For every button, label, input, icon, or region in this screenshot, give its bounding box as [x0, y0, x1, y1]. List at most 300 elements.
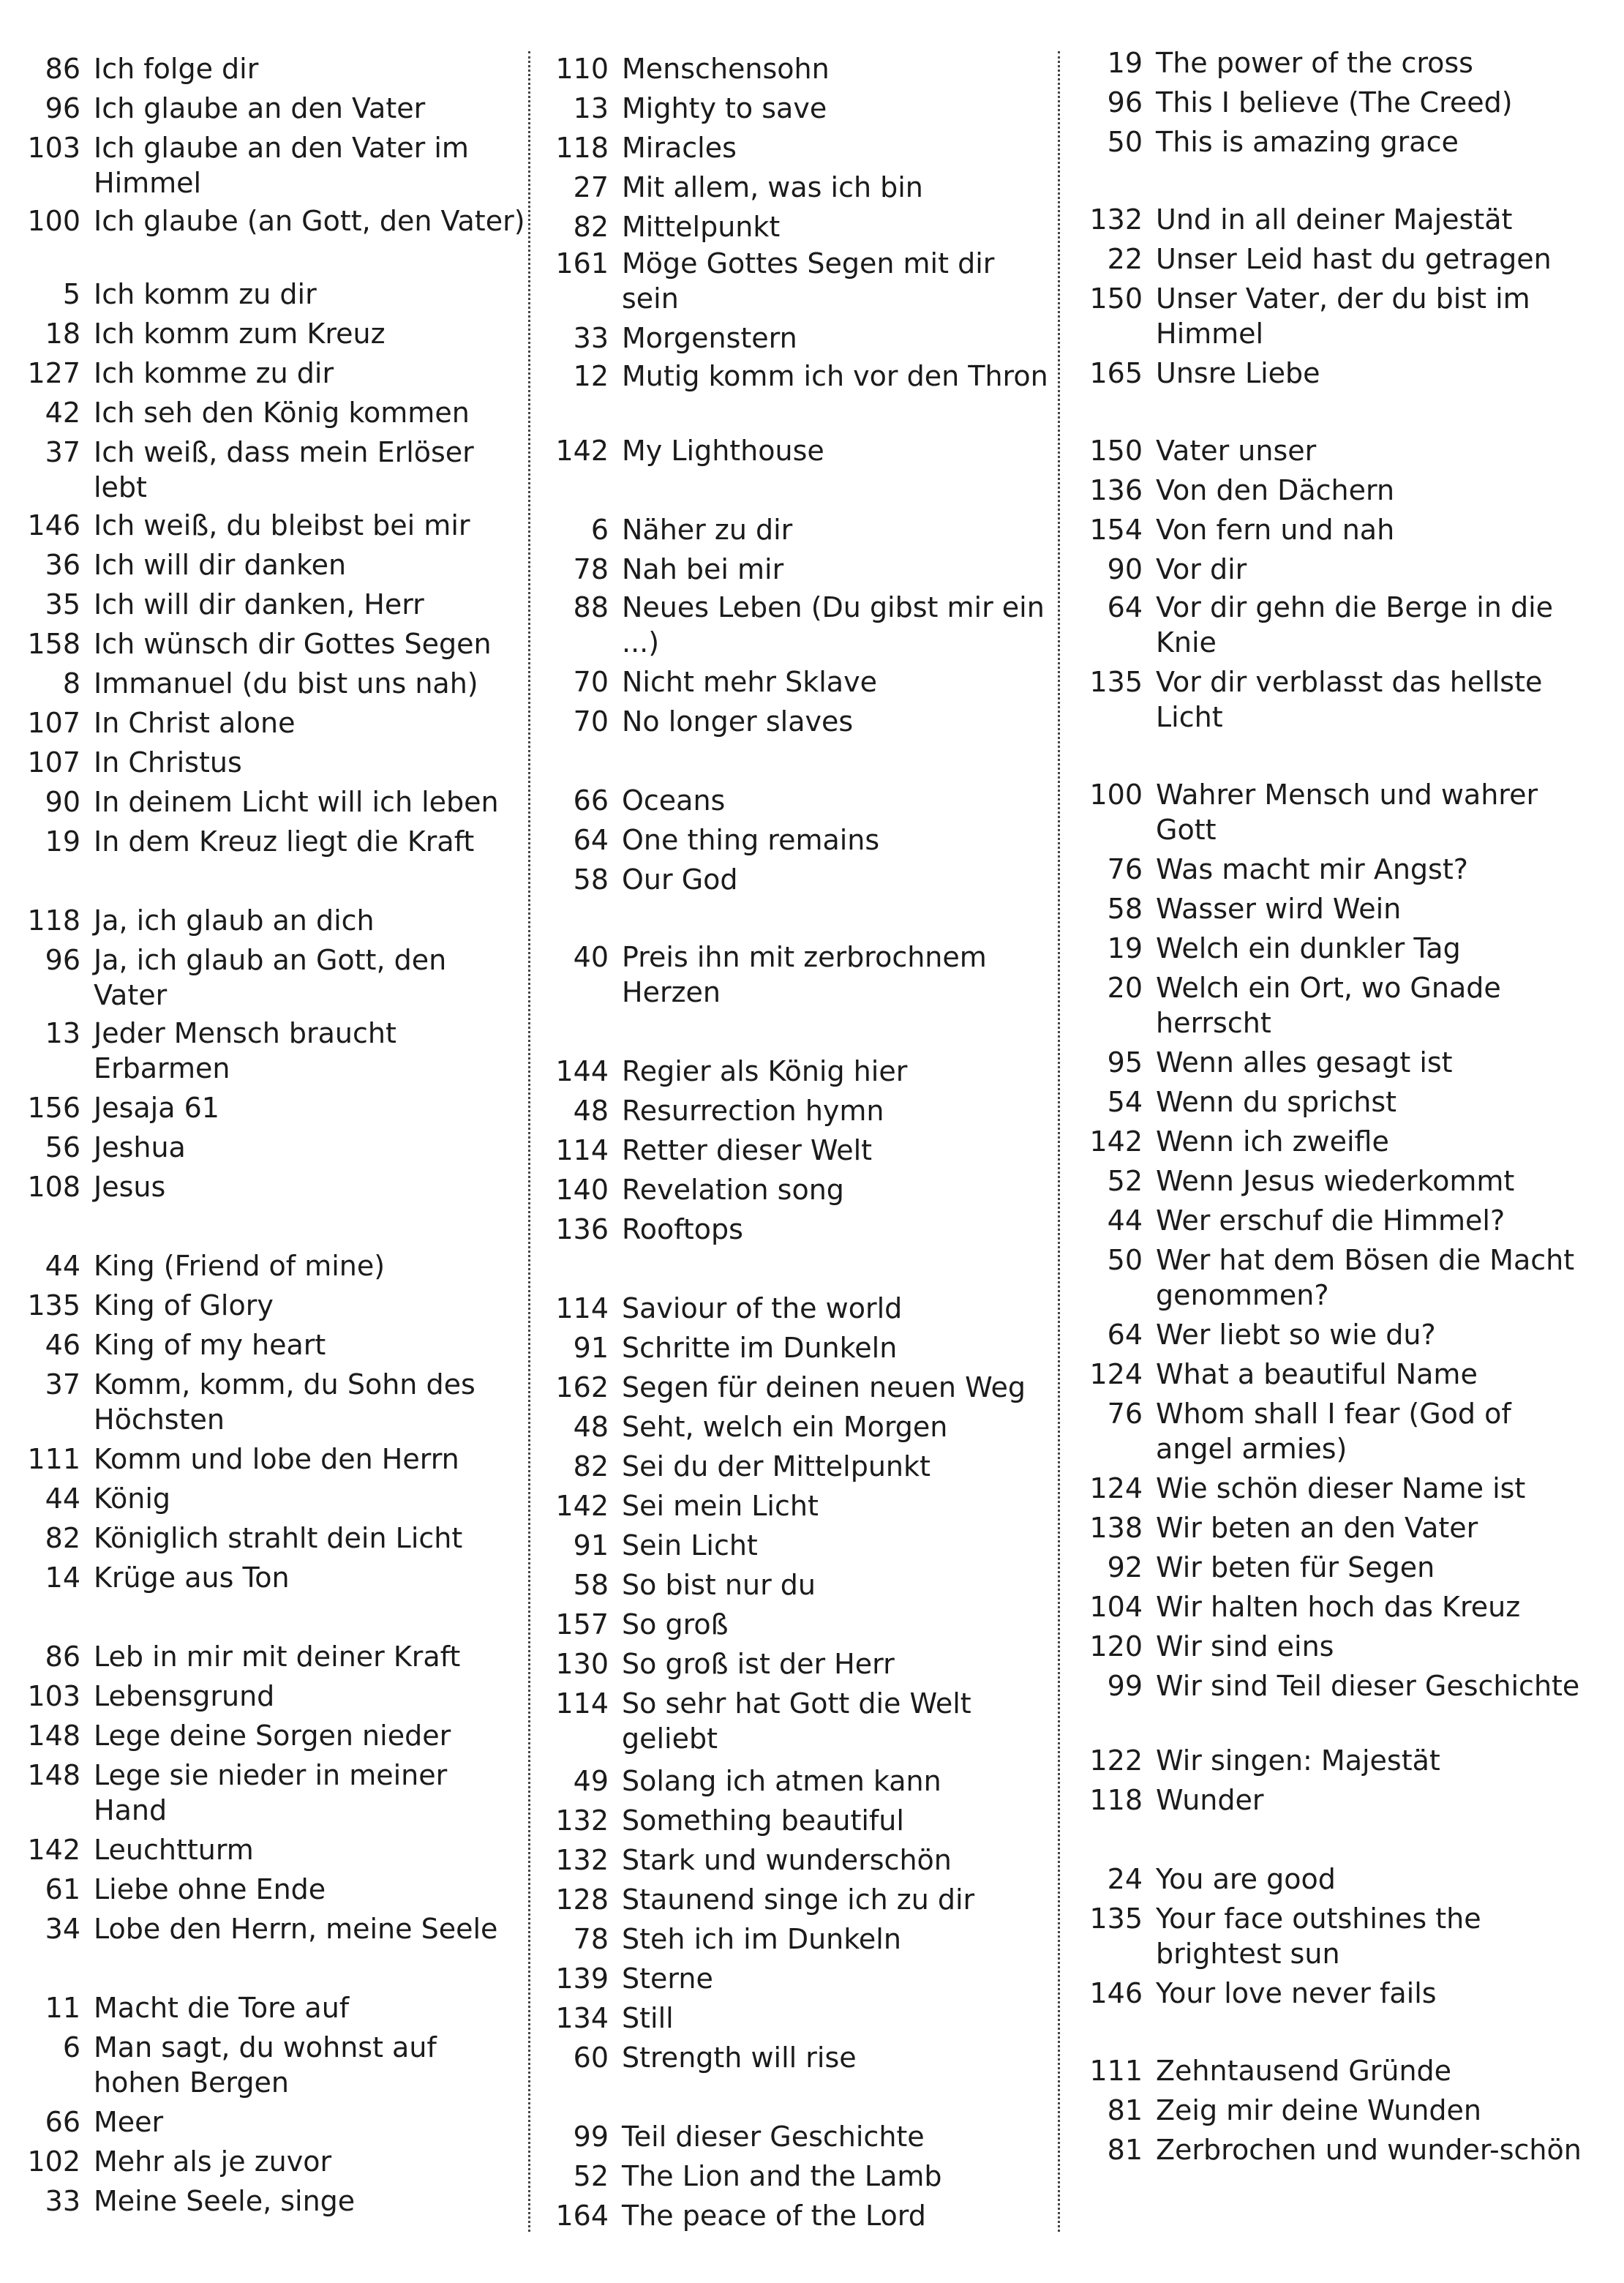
page-number: 48 — [573, 1411, 609, 1443]
index-entry — [550, 433, 1055, 468]
page-number: 46 — [45, 1329, 80, 1361]
page-number: 140 — [555, 1174, 609, 1206]
page-number: 13 — [45, 1017, 80, 1049]
index-entry — [1084, 512, 1596, 547]
index-entry — [1084, 433, 1596, 468]
index-entry — [550, 862, 1055, 897]
index-entry — [22, 1130, 527, 1165]
page-number: 40 — [573, 941, 609, 973]
song-title: Wir halten hoch das Kreuz — [1156, 1591, 1521, 1623]
page-number: 136 — [1089, 474, 1143, 506]
song-title: Neues Leben (Du gibst mir ein ...) — [622, 591, 1045, 659]
index-entry — [22, 666, 527, 701]
index-entry — [550, 1686, 1055, 1756]
page-number: 103 — [27, 132, 80, 164]
page-number: 120 — [1089, 1630, 1143, 1662]
page-number: 19 — [1107, 932, 1143, 964]
page-number: 142 — [1089, 1125, 1143, 1158]
index-entry — [22, 784, 527, 820]
index-entry — [22, 203, 527, 239]
page-number: 150 — [1089, 435, 1143, 467]
song-title: King of Glory — [94, 1289, 274, 1322]
song-title: This I believe (The Creed) — [1156, 86, 1513, 119]
index-entry — [1084, 1317, 1596, 1352]
index-entry — [550, 1763, 1055, 1799]
page-number: 107 — [27, 707, 80, 739]
page-number: 48 — [573, 1095, 609, 1127]
index-entry — [550, 552, 1055, 587]
index-entry — [550, 1370, 1055, 1405]
index-entry — [550, 1488, 1055, 1523]
index-entry — [1084, 590, 1596, 660]
song-title: Segen für deinen neuen Weg — [622, 1371, 1026, 1403]
page-number: 6 — [62, 2031, 80, 2063]
index-entry — [1084, 281, 1596, 351]
index-entry — [22, 2144, 527, 2179]
page-number: 135 — [1089, 666, 1143, 698]
page-number: 100 — [1089, 779, 1143, 811]
page-number: 100 — [27, 205, 80, 237]
page-number: 96 — [1107, 86, 1143, 119]
index-entry — [550, 130, 1055, 165]
song-title: Ich komm zum Kreuz — [94, 318, 386, 350]
song-title: Wir singen: Majestät — [1156, 1744, 1440, 1777]
page-number: 19 — [45, 825, 80, 858]
song-title: Mittelpunkt — [622, 211, 781, 243]
song-title: My Lighthouse — [622, 435, 824, 467]
song-title: In Christus — [94, 746, 242, 779]
song-title: Jesus — [94, 1171, 166, 1203]
page-number: 86 — [45, 1641, 80, 1673]
index-entry — [1084, 664, 1596, 735]
song-title: So groß — [622, 1608, 729, 1641]
index-entry — [22, 1560, 527, 1595]
index-entry — [550, 51, 1055, 86]
index-entry — [550, 590, 1055, 660]
column-divider — [1058, 51, 1060, 2232]
page-number: 24 — [1107, 1863, 1143, 1895]
song-title: Wenn alles gesagt ist — [1156, 1046, 1453, 1079]
page-number: 18 — [45, 318, 80, 350]
index-entry — [22, 1248, 527, 1283]
song-title: Ich folge dir — [94, 53, 259, 85]
page-number: 162 — [555, 1371, 609, 1403]
song-title: The peace of the Lord — [622, 2200, 926, 2232]
song-title: Ich komm zu dir — [94, 278, 317, 310]
index-entry — [22, 1016, 527, 1086]
song-title: Mehr als je zuvor — [94, 2145, 332, 2178]
song-title: Leb in mir mit deiner Kraft — [94, 1641, 461, 1673]
index-entry — [1084, 85, 1596, 120]
index-entry — [22, 903, 527, 938]
index-entry — [550, 1803, 1055, 1838]
page-number: 64 — [1107, 1319, 1143, 1351]
song-title: Something beautiful — [622, 1804, 904, 1837]
index-entry — [550, 704, 1055, 739]
song-title: Jesaja 61 — [94, 1092, 219, 1124]
song-title: Wasser wird Wein — [1156, 893, 1402, 925]
page-number: 114 — [555, 1134, 609, 1166]
song-title: Wunder — [1156, 1784, 1264, 1816]
index-entry — [22, 2104, 527, 2140]
song-title: Wenn Jesus wiederkommt — [1156, 1165, 1515, 1197]
page-number: 158 — [27, 628, 80, 660]
song-title: Von fern und nah — [1156, 514, 1395, 546]
index-entry — [550, 1961, 1055, 1996]
index-entry — [550, 1291, 1055, 1326]
page-number: 88 — [573, 591, 609, 623]
index-entry — [550, 1567, 1055, 1602]
song-title: Königlich strahlt dein Licht — [94, 1522, 463, 1554]
page-number: 37 — [45, 436, 80, 468]
index-entry — [22, 1832, 527, 1867]
index-entry — [550, 1212, 1055, 1247]
song-title: Saviour of the world — [622, 1292, 903, 1324]
index-entry — [1084, 1471, 1596, 1506]
song-title: Vater unser — [1156, 435, 1317, 467]
page-number: 42 — [45, 397, 80, 429]
index-entry — [22, 824, 527, 859]
page-number: 27 — [573, 171, 609, 203]
index-entry — [1084, 1045, 1596, 1080]
index-entry — [22, 1169, 527, 1204]
song-title: Preis ihn mit zerbrochnem Herzen — [622, 941, 987, 1008]
song-title: In deinem Licht will ich leben — [94, 786, 499, 818]
song-title: Wer liebt so wie du? — [1156, 1319, 1436, 1351]
page-number: 136 — [555, 1213, 609, 1245]
index-entry — [550, 1882, 1055, 1917]
index-entry — [22, 356, 527, 391]
page-number: 148 — [27, 1759, 80, 1791]
index-entry — [1084, 891, 1596, 926]
song-title: So sehr hat Gott die Welt geliebt — [622, 1687, 971, 1755]
page-number: 99 — [573, 2121, 609, 2153]
page-number: 76 — [1107, 853, 1143, 885]
page-number: 90 — [1107, 553, 1143, 585]
page-number: 49 — [573, 1765, 609, 1797]
page-number: 157 — [555, 1608, 609, 1641]
page-number: 56 — [45, 1131, 80, 1163]
song-title: What a beautiful Name — [1156, 1358, 1478, 1390]
page-number: 114 — [555, 1687, 609, 1720]
song-title: Möge Gottes Segen mit dir sein — [622, 247, 995, 315]
song-title: Wer hat dem Bösen die Macht genommen? — [1156, 1244, 1575, 1311]
index-entry — [1084, 1743, 1596, 1778]
song-title: Ich weiß, dass mein Erlöser lebt — [94, 436, 474, 503]
index-entry — [550, 1646, 1055, 1682]
index-entry — [22, 1718, 527, 1753]
index-entry — [1084, 1901, 1596, 1971]
index-entry — [550, 246, 1055, 316]
song-title: Strength will rise — [622, 2042, 857, 2074]
page-number: 19 — [1107, 47, 1143, 79]
index-entry — [550, 1330, 1055, 1365]
index-entry — [1084, 1242, 1596, 1313]
index-entry — [550, 940, 1055, 1010]
index-entry — [1084, 1782, 1596, 1818]
index-entry — [22, 316, 527, 351]
song-title: Vor dir verblasst das hellste Licht — [1156, 666, 1543, 733]
index-entry — [1084, 45, 1596, 80]
song-title: Menschensohn — [622, 53, 830, 85]
song-title: Wahrer Mensch und wahrer Gott — [1156, 779, 1538, 846]
index-entry — [1084, 852, 1596, 887]
index-entry — [22, 1872, 527, 1907]
index-entry — [22, 547, 527, 582]
index-entry — [22, 942, 527, 1013]
song-title: Unser Vater, der du bist im Himmel — [1156, 282, 1530, 350]
page-number: 50 — [1107, 126, 1143, 158]
song-title: Und in all deiner Majestät — [1156, 203, 1513, 236]
page-number: 86 — [45, 53, 80, 85]
song-title: One thing remains — [622, 824, 880, 856]
page-number: 11 — [45, 1992, 80, 2024]
song-title: Jeder Mensch braucht Erbarmen — [94, 1017, 396, 1084]
index-entry — [1084, 1668, 1596, 1703]
song-title: Ich weiß, du bleibst bei mir — [94, 509, 470, 541]
index-entry — [1084, 1124, 1596, 1159]
index-entry — [22, 1639, 527, 1674]
index-entry — [22, 1288, 527, 1323]
column-divider — [528, 51, 530, 2232]
song-title: Retter dieser Welt — [622, 1134, 873, 1166]
index-entry — [22, 277, 527, 312]
index-entry — [550, 1842, 1055, 1878]
index-entry — [22, 1327, 527, 1362]
song-title: Staunend singe ich zu dir — [622, 1883, 975, 1916]
song-title: Your face outshines the brightest sun — [1156, 1902, 1481, 1970]
index-entry — [22, 2183, 527, 2219]
song-title: Ich glaube an den Vater — [94, 92, 426, 124]
song-title: Jeshua — [94, 1131, 186, 1163]
index-entry — [550, 320, 1055, 356]
song-title: Seht, welch ein Morgen — [622, 1411, 948, 1443]
song-title: No longer slaves — [622, 705, 854, 738]
song-title: Welch ein dunkler Tag — [1156, 932, 1461, 964]
page-number: 91 — [573, 1332, 609, 1364]
page-number: 164 — [555, 2200, 609, 2232]
song-title: Wir beten für Segen — [1156, 1551, 1435, 1583]
page-number: 150 — [1089, 282, 1143, 315]
page-number: 142 — [27, 1834, 80, 1866]
page-number: 110 — [555, 53, 609, 85]
index-entry — [550, 1607, 1055, 1642]
page-number: 144 — [555, 1055, 609, 1087]
page-number: 78 — [573, 553, 609, 585]
index-entry — [1084, 1510, 1596, 1545]
index-entry — [22, 1367, 527, 1437]
page-number: 36 — [45, 549, 80, 581]
page-number: 130 — [555, 1648, 609, 1680]
page-number: 165 — [1089, 357, 1143, 389]
page-number: 142 — [555, 435, 609, 467]
song-title: Was macht mir Angst? — [1156, 853, 1468, 885]
index-entry — [550, 1133, 1055, 1168]
index-entry — [1084, 1163, 1596, 1199]
page-number: 37 — [45, 1368, 80, 1401]
page-number: 132 — [555, 1844, 609, 1876]
song-title: Zerbrochen und wunder-schön — [1156, 2134, 1582, 2166]
song-title: Regier als König hier — [622, 1055, 908, 1087]
song-title: Wir sind Teil dieser Geschichte — [1156, 1670, 1580, 1702]
page-number: 52 — [573, 2160, 609, 2192]
song-title: Ja, ich glaub an dich — [94, 904, 375, 937]
page-number: 118 — [27, 904, 80, 937]
index-entry — [550, 1409, 1055, 1444]
song-title: Wir beten an den Vater — [1156, 1512, 1478, 1544]
song-title: Ich will dir danken — [94, 549, 347, 581]
index-entry — [22, 130, 527, 200]
index-entry — [1084, 1396, 1596, 1466]
page-number: 142 — [555, 1490, 609, 1522]
song-title: Wie schön dieser Name ist — [1156, 1472, 1526, 1504]
page-number: 6 — [590, 514, 609, 546]
song-title: Sterne — [622, 1963, 713, 1995]
page-number: 35 — [45, 588, 80, 621]
page-number: 96 — [45, 944, 80, 976]
song-title: Revelation song — [622, 1174, 844, 1206]
song-title: Liebe ohne Ende — [94, 1873, 326, 1905]
song-title: Meine Seele, singe — [94, 2185, 356, 2217]
song-title: Vor dir — [1156, 553, 1247, 585]
page-number: 135 — [27, 1289, 80, 1322]
index-entry — [550, 783, 1055, 818]
index-entry — [550, 2159, 1055, 2194]
song-title: Nah bei mir — [622, 553, 784, 585]
song-title: Ich komme zu dir — [94, 357, 334, 389]
page-number: 134 — [555, 2002, 609, 2034]
song-title: Immanuel (du bist uns nah) — [94, 667, 478, 700]
song-title: The power of the cross — [1156, 47, 1473, 79]
song-title: Ich wünsch dir Gottes Segen — [94, 628, 492, 660]
index-entry — [550, 664, 1055, 700]
page-number: 92 — [1107, 1551, 1143, 1583]
song-title: Sei mein Licht — [622, 1490, 819, 1522]
page-number: 64 — [573, 824, 609, 856]
index-entry — [550, 2040, 1055, 2075]
page-number: 12 — [573, 360, 609, 392]
song-title: Our God — [622, 863, 738, 896]
song-title: Mutig komm ich vor den Thron — [622, 360, 1048, 392]
page-number: 52 — [1107, 1165, 1143, 1197]
index-entry — [22, 1758, 527, 1828]
page-number: 58 — [573, 863, 609, 896]
index-entry — [22, 51, 527, 86]
page-number: 20 — [1107, 972, 1143, 1004]
song-title: Komm und lobe den Herrn — [94, 1443, 459, 1475]
page-number: 60 — [573, 2042, 609, 2074]
page-number: 114 — [555, 1292, 609, 1324]
index-entry — [550, 1922, 1055, 1957]
page-number: 146 — [1089, 1977, 1143, 2009]
song-title: Teil dieser Geschichte — [622, 2121, 925, 2153]
page-number: 161 — [555, 247, 609, 280]
song-title: So bist nur du — [622, 1569, 816, 1601]
page-number: 14 — [45, 1562, 80, 1594]
page-number: 34 — [45, 1913, 80, 1945]
index-entry — [1084, 1862, 1596, 1897]
page-number: 124 — [1089, 1358, 1143, 1390]
index-entry — [22, 1990, 527, 2025]
song-title: You are good — [1156, 1863, 1336, 1895]
song-title: Zehntausend Gründe — [1156, 2055, 1452, 2087]
song-title: König — [94, 1482, 171, 1515]
song-title: Wenn du sprichst — [1156, 1086, 1397, 1118]
index-entry — [1084, 124, 1596, 160]
page-number: 66 — [573, 784, 609, 817]
page-number: 54 — [1107, 1086, 1143, 1118]
index-entry — [1084, 931, 1596, 966]
page-number: 127 — [27, 357, 80, 389]
index-entry — [22, 1090, 527, 1125]
page-number: 58 — [1107, 893, 1143, 925]
song-title: Oceans — [622, 784, 726, 817]
page-number: 124 — [1089, 1472, 1143, 1504]
page-number: 122 — [1089, 1744, 1143, 1777]
index-entry — [1084, 1203, 1596, 1238]
song-title: Morgenstern — [622, 322, 797, 354]
song-title: Sei du der Mittelpunkt — [622, 1450, 931, 1482]
song-title: Mit allem, was ich bin — [622, 171, 923, 203]
page-number: 33 — [45, 2185, 80, 2217]
page-number: 111 — [27, 1443, 80, 1475]
song-title: Mighty to save — [622, 92, 827, 124]
page-number: 82 — [45, 1522, 80, 1554]
page-number: 33 — [573, 322, 609, 354]
page-number: 154 — [1089, 514, 1143, 546]
song-title: Solang ich atmen kann — [622, 1765, 941, 1797]
index-entry — [1084, 1976, 1596, 2011]
page-number: 118 — [555, 132, 609, 164]
page-number: 156 — [27, 1092, 80, 1124]
page-number: 90 — [45, 786, 80, 818]
page-number: 66 — [45, 2106, 80, 2138]
page-number: 81 — [1107, 2134, 1143, 2166]
page-number: 61 — [45, 1873, 80, 1905]
song-title: Meer — [94, 2106, 164, 2138]
song-title: Man sagt, du wohnst auf hohen Bergen — [94, 2031, 437, 2099]
page-number: 91 — [573, 1529, 609, 1562]
index-entry — [1084, 777, 1596, 847]
song-title: Ja, ich glaub an Gott, den Vater — [94, 944, 447, 1011]
page-number: 111 — [1089, 2055, 1143, 2087]
page-number: 118 — [1089, 1784, 1143, 1816]
song-title: Von den Dächern — [1156, 474, 1395, 506]
index-entry — [1084, 202, 1596, 237]
index-entry — [22, 626, 527, 661]
page-number: 108 — [27, 1171, 80, 1203]
song-title: Sein Licht — [622, 1529, 758, 1562]
index-entry — [550, 91, 1055, 126]
page-number: 146 — [27, 509, 80, 541]
song-title: Welch ein Ort, wo Gnade herrscht — [1156, 972, 1501, 1039]
song-title: Wenn ich zweifle — [1156, 1125, 1389, 1158]
page-number: 8 — [62, 667, 80, 700]
page-number: 99 — [1107, 1670, 1143, 1702]
index-entry — [1084, 1550, 1596, 1585]
index-entry — [1084, 2132, 1596, 2167]
page-number: 132 — [555, 1804, 609, 1837]
song-title: In dem Kreuz liegt die Kraft — [94, 825, 475, 858]
index-entry — [550, 2119, 1055, 2154]
song-title: Komm, komm, du Sohn des Höchsten — [94, 1368, 475, 1436]
index-entry — [550, 1093, 1055, 1128]
page-number: 76 — [1107, 1398, 1143, 1430]
song-title: Wir sind eins — [1156, 1630, 1334, 1662]
page-number: 50 — [1107, 1244, 1143, 1276]
song-title: Unser Leid hast du getragen — [1156, 243, 1552, 275]
song-title: Lobe den Herrn, meine Seele — [94, 1913, 498, 1945]
